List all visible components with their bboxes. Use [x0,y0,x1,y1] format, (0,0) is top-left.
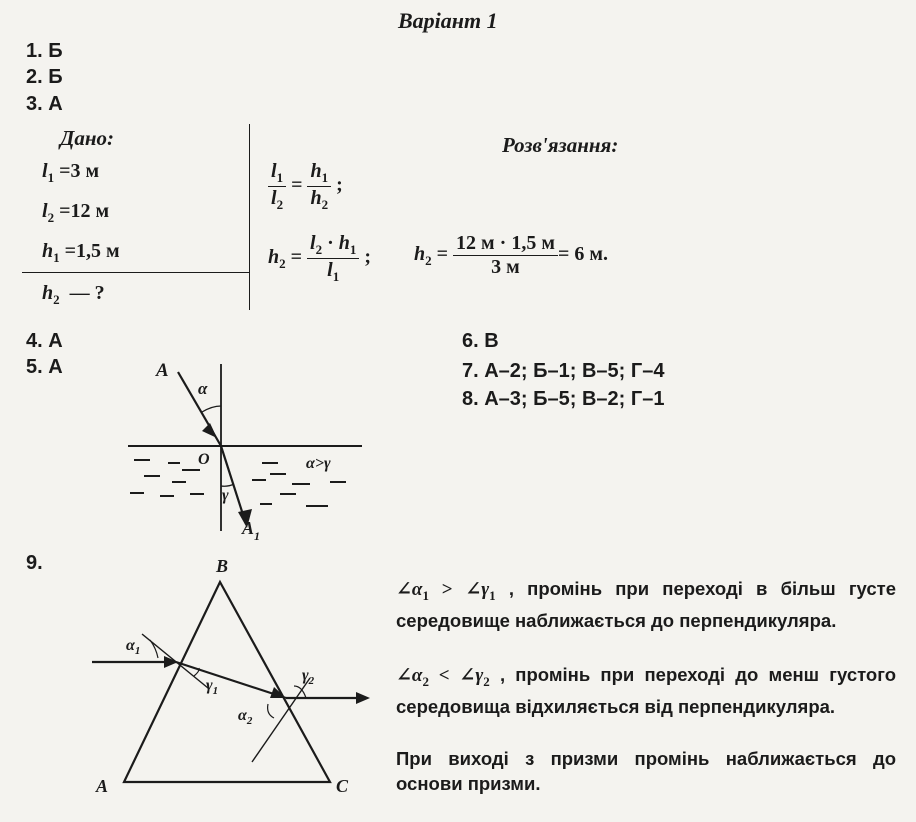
label-point-a1-letter: A [242,518,255,538]
page-title: Варіант 1 [398,8,498,33]
answer-6: 6. В [462,330,499,352]
label-vertex-a: A [96,776,109,796]
formula-calculation: $h_2$ = $\frac{12 м \cdot 1,5 м}{3 м}$ = 6 м. [414,232,608,278]
label-alpha2 [238,707,253,727]
given-h1: $h_1 =1,5$ м [42,240,120,265]
label-relation: α>γ [306,455,331,472]
calc-result: = 6 м. [557,243,608,266]
label-alpha: α [198,379,208,398]
label-vertex-c: C [336,776,349,796]
label-point-a: A [156,360,169,381]
answer-2: 2. Б [26,66,63,88]
label-point-a1 [241,518,260,543]
alpha2-arc [268,704,274,718]
label-vertex-b: B [216,556,229,576]
exiting-arrowhead [356,692,370,704]
label-gamma1 [206,677,218,697]
solution-label: Розв'язання: [502,133,619,157]
given-h1-value: =1,5 м [64,240,120,262]
inside-ray [176,662,286,698]
explanation-p1-text: , промінь при переході в більш густе середовище наближається до перпендикуляра. [396,578,897,631]
prism-triangle [124,582,330,782]
label-alpha2-letter: α [238,707,247,724]
alpha1-arc [150,640,158,658]
label-alpha1-letter: α [126,637,135,654]
given-l2-value: =12 м [59,200,110,222]
prism-figure [80,552,380,802]
label-gamma2 [302,667,315,687]
given-unknown: $h_2$ — ? [42,282,105,307]
given-separator [249,124,250,310]
answer-5: 5. А [26,356,63,378]
given-l1: $l_1 =3$ м [42,160,100,185]
label-alpha1 [126,637,140,657]
calc-numerator: 12 м · 1,5 м [456,232,555,254]
label-alpha2-sub: 2 [246,715,253,727]
given-divider [22,272,250,273]
answer-4: 4. А [26,330,63,352]
gamma-arc [221,484,234,486]
label-gamma1-letter: γ [206,677,213,694]
answer-9: 9. [26,552,43,574]
label-point-a1-sub: 1 [254,529,261,543]
answer-1: 1. Б [26,40,63,62]
answer-8: 8. А–3; Б–5; В–2; Г–1 [462,388,665,410]
answer-7: 7. А–2; Б–1; В–5; Г–4 [462,360,665,382]
given-l2: $l_2 =12$ м [42,200,110,225]
incident-arrowhead [202,423,217,438]
given-label: Дано: [60,126,114,150]
explanation-p3: При виході з призми промінь наближається до основи призми. [396,748,896,794]
given-l1-value: =3 м [59,160,100,182]
label-gamma: γ [222,487,229,504]
explanation-p2: $\angle\alpha_2$ < $\angle\gamma_2$ , промінь при переході до менш густого середовища відхиляється від перпендикуляра. [396,664,896,717]
explanation-p1: $\angle\alpha_1$ > $\angle\gamma_1$ , промінь при переході в більш густе середовище наближається до перпендикуляра. [396,578,897,631]
answer-3: 3. А [26,93,63,115]
alpha-arc [202,406,221,412]
explanation-p2-text: , промінь при переході до менш густого середовища відхиляється від перпендикуляра. [396,664,896,717]
label-gamma1-sub: 1 [212,685,219,697]
label-gamma2-sub: 2 [308,675,315,687]
formula-ratio: $\frac{l_1}{l_2}$ = $\frac{h_1}{h_2}$ ; [268,160,343,213]
label-alpha1-sub: 1 [134,645,141,657]
given-unknown-mark: — ? [69,282,105,304]
label-gamma2-letter: γ [302,667,309,684]
refraction-figure [120,356,370,546]
label-point-o: O [198,451,210,468]
calc-denominator: 3 м [453,255,558,279]
formula-h2: $h_2$ = $\frac{l_2 \cdot h_1}{l_1}$ ; [268,232,372,284]
